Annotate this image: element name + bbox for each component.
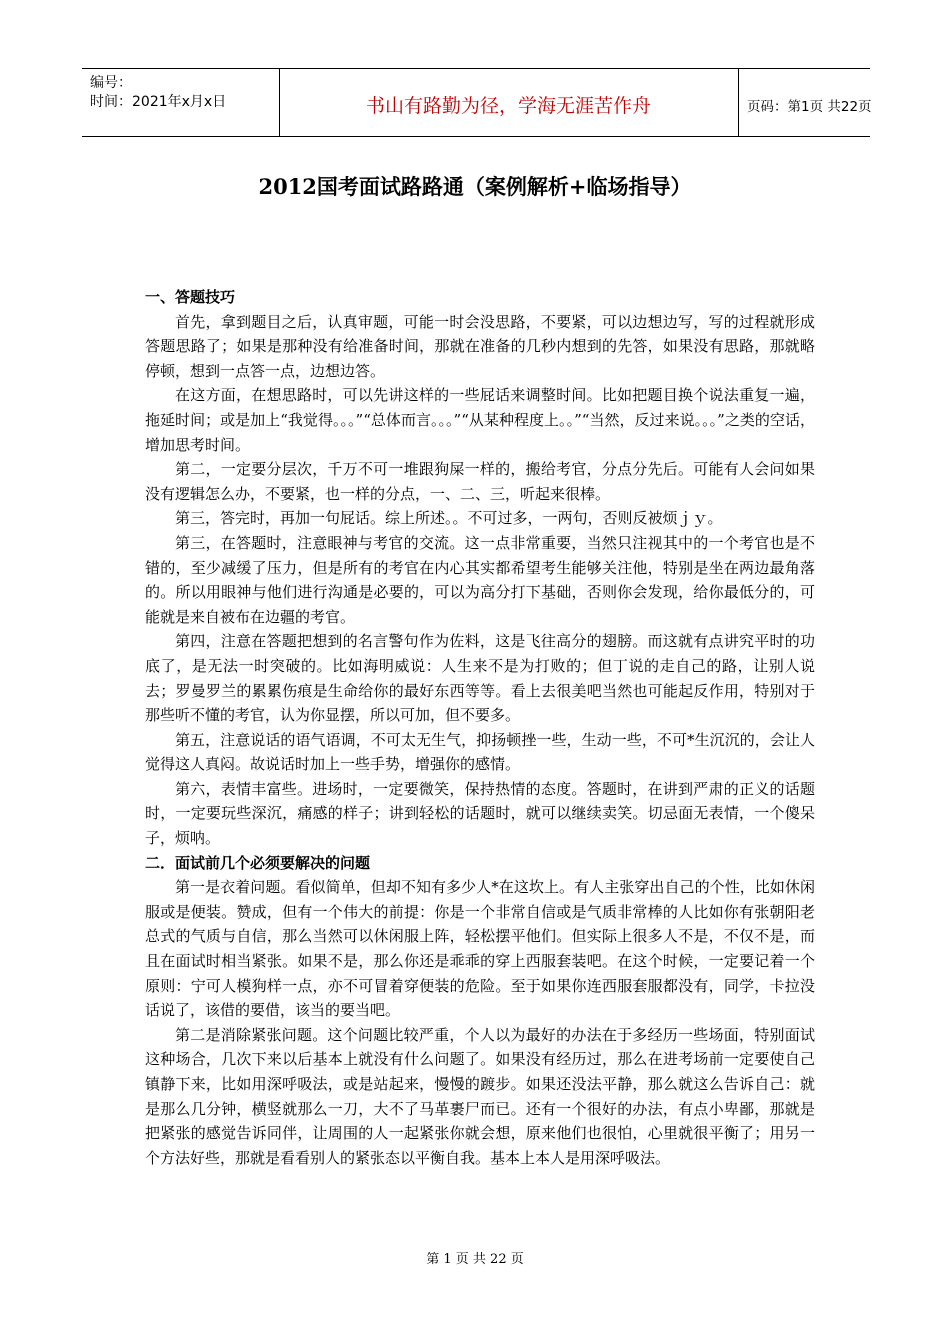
header-page-cell xyxy=(739,69,870,136)
document-time: 时间：2021年x月x日 xyxy=(90,94,227,110)
paragraph: 第二，一定要分层次，千万不可一堆跟狗屎一样的，搬给考官，分点分先后。可能有人会问如果没有逻辑怎么办，不要紧，也一样的分点，一、二、三，听起来很棒。 xyxy=(145,460,815,503)
paragraph: 第三，答完时，再加一句屁话。综上所述。。不可过多，一两句，否则反被烦ｊｙ。 xyxy=(175,509,723,528)
page-footer: 第 1 页 共 22 页 xyxy=(426,1252,524,1267)
header-motto-cell xyxy=(279,69,739,136)
paragraph: 第三，在答题时，注意眼神与考官的交流。这一点非常重要，当然只注视其中的一个考官也是不错的，至少减缓了压力，但是所有的考官在内心其实都希望考生能够关注他，特别是坐在两边最角落的。所以用眼神与他们进行沟通是必要的，可以为高分打下基础，否则你会发现，给你最低分的，可能就是来自被布在边疆的考官。 xyxy=(145,533,815,626)
paragraph: 第五，注意说话的语气语调，不可太无生气，抑扬顿挫一些，生动一些，不可*生沉沉的，会让人觉得这人真闷。故说话时加上一些手势，增强你的感情。 xyxy=(145,730,815,774)
header-info-cell xyxy=(82,69,280,136)
page-header xyxy=(82,68,870,137)
paragraph: 第一是衣着问题。看似简单，但却不知有多少人*在这坎上。有人主张穿出自己的个性，比如休闲服或是便装。赞成，但有一个伟大的前提：你是一个非常自信或是气质非常棒的人比如你有张朝阳老总式的气质与自信，那么当然可以休闲服上阵，轻松摆平他们。但实际上很多人不是，不仅不是，而且在面试时相当紧张。如果不是，那么你还是乖乖的穿上西服套装吧。在这个时候，一定要记着一个原则：宁可人模狗样一点，亦不可冒着穿便装的危险。至于如果你连西服套服都没有，同学，卡拉没话说了，该借的要借，该当的要当吧。 xyxy=(145,878,815,1020)
paragraph: 在这方面，在想思路时，可以先讲这样的一些屁话来调整时间。比如把题目换个说法重复一遍，拖延时间；或是加上“我觉得。。。”“总体而言。。。”“从某种程度上。。”“当然，反过来说。。。”之类的空话，增加思考时间。 xyxy=(145,386,815,454)
header-page-info: 页码：第1页 共22页 xyxy=(747,99,872,115)
section-heading-1: 一、答题技巧 xyxy=(145,288,236,306)
paragraph: 第六，表情丰富些。进场时，一定要微笑，保持热情的态度。答题时，在讲到严肃的正义的话题时，一定要玩些深沉，痛感的样子；讲到轻松的话题时，就可以继续卖笑。切忌面无表情，一个傻呆子，烦呐。 xyxy=(145,779,815,848)
section-heading-2: 二．面试前几个必须要解决的问题 xyxy=(145,853,371,872)
paragraph: 第四，注意在答题把想到的名言警句作为佐料，这是飞往高分的翅膀。而这就有点讲究平时的功底了，是无法一时突破的。比如海明威说：人生来不是为打败的；但丁说的走自己的路，让别人说去；罗曼罗兰的累累伤痕是生命给你的最好东西等等。看上去很美吧当然也可能起反作用，特别对于那些听不懂的考官，认为你显摆，所以可加，但不要多。 xyxy=(145,632,815,725)
document-number-label: 编号： xyxy=(90,75,132,91)
paragraph: 第二是消除紧张问题。这个问题比较严重，个人以为最好的办法在于多经历一些场面，特别面试这种场合，几次下来以后基本上就没有什么问题了。如果没有经历过，那么在进考场前一定要使自己镇静下来，比如用深呼吸法，或是站起来，慢慢的踱步。如果还没法平静，那么就这么告诉自己：就是那么几分钟，横竖就那么一刀，大不了马革裹尸而已。还有一个很好的办法，有点小卑鄙，那就是把紧张的感觉告诉同伴，让周围的人一起紧张你就会想，原来他们也很怕，心里就很平衡了；用另一个方法好些，那就是看看别人的紧张态以平衡自我。基本上本人是用深呼吸法。 xyxy=(145,1025,815,1167)
document-title: 2012国考面试路路通（案例解析+临场指导） xyxy=(258,174,692,199)
document-body xyxy=(145,285,815,1170)
header-motto: 书山有路勤为径，学海无涯苦作舟 xyxy=(365,95,651,117)
paragraph: 首先，拿到题目之后，认真审题，可能一时会没思路，不要紧，可以边想边写，写的过程就形成答题思路了；如果是那种没有给准备时间，那就在准备的几秒内想到的先答，如果没有思路，那就略停顿，想到一点答一点，边想边答。 xyxy=(145,312,815,380)
